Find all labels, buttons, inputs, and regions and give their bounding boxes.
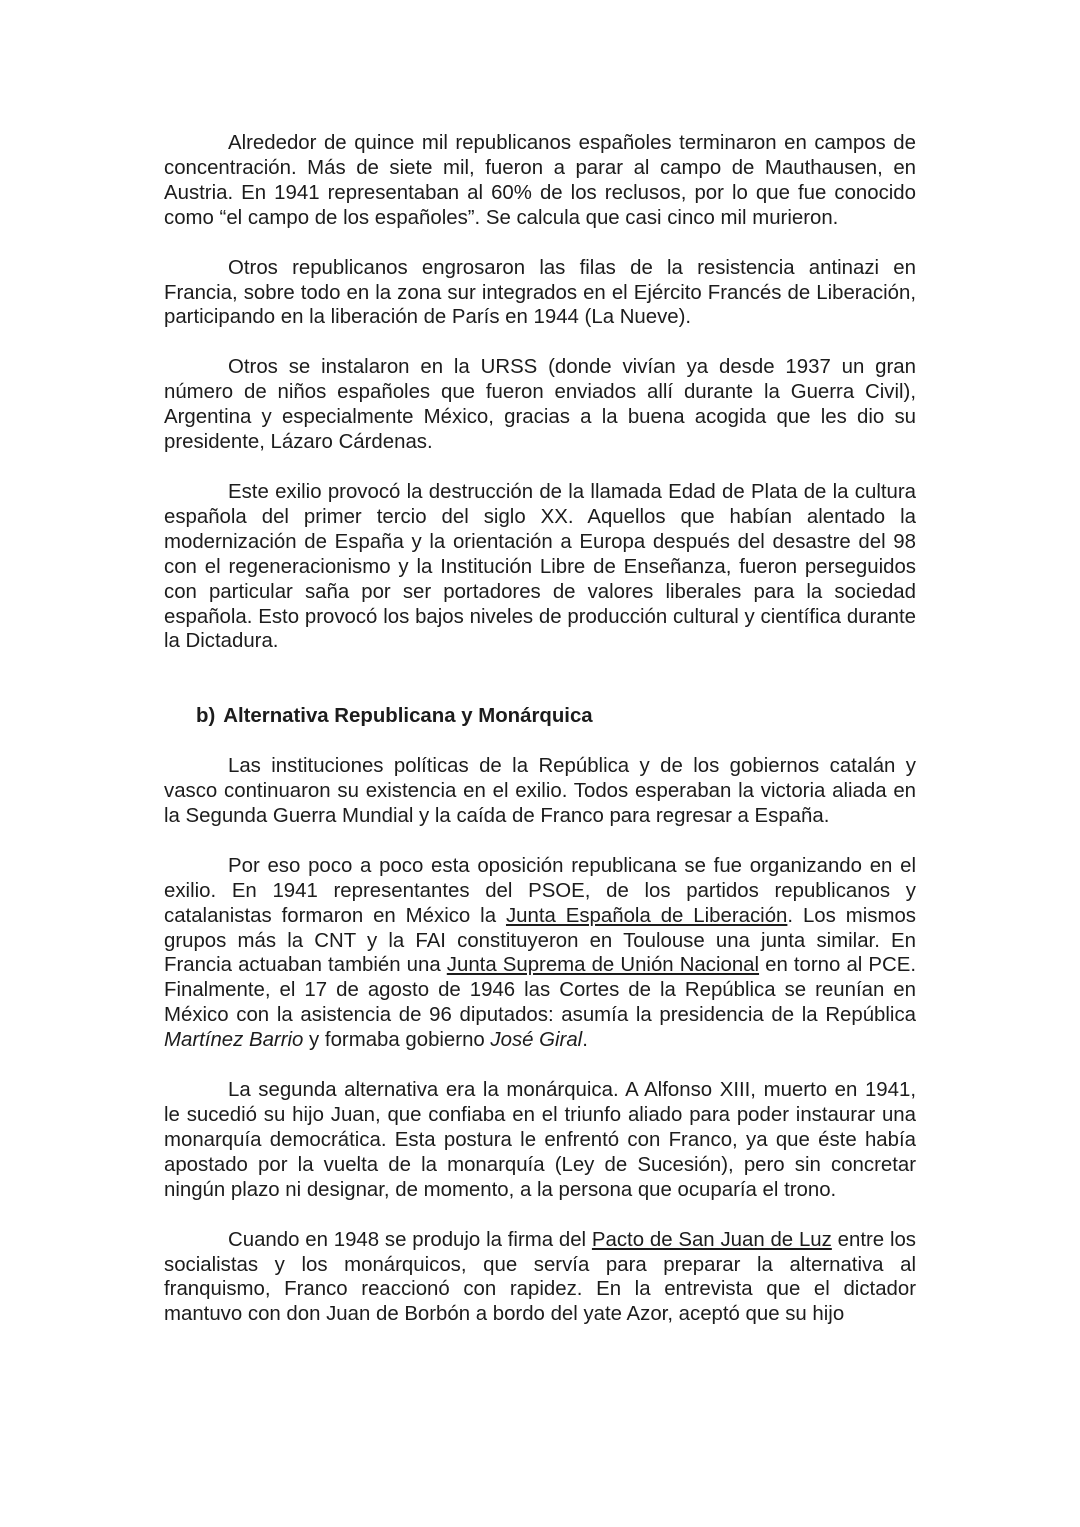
- paragraph-edad-de-plata: Este exilio provocó la destrucción de la llamada Edad de Plata de la cultura española del primer tercio del siglo XX. Aquellos que habían alentado la modernización de España y la orientación a Europa después del desastre del 98 con el regeneracionismo y la Institución Libre de Enseñanza, fueron perseguidos con particular saña por ser portadores de valores liberales para la sociedad española. Esto provocó los bajos niveles de producción cultural y científica durante la Dictadura.: [164, 480, 916, 653]
- section-heading: [164, 704, 916, 729]
- text-run: .: [582, 1029, 588, 1052]
- text-run: en torno al PCE. Finalmente, el 17 de agosto de 1946 las Cortes de la República se reunían en México con la asistencia de 96 diputados: asumía la presidencia de la República: [164, 954, 916, 1027]
- text-run: . Los mismos grupos más la CNT y la FAI constituyeron en Toulouse una junta similar. En Francia actuaban también una: [164, 904, 916, 977]
- paragraph-monarquica: La segunda alternativa era la monárquica. A Alfonso XIII, muerto en 1941, le sucedió su hijo Juan, que confiaba en el triunfo aliado para poder instaurar una monarquía democrática. Esta postura le enfrentó con Franco, ya que éste había apostado por la vuelta de la monarquía (Ley de Sucesión), pero sin concretar ningún plazo ni designar, de momento, a la persona que ocuparía el trono.: [164, 1079, 916, 1201]
- paragraph-urss-mexico: Otros se instalaron en la URSS (donde vivían ya desde 1937 un gran número de niños españoles que fueron enviados allí durante la Guerra Civil), Argentina y especialmente México, gracias a la buena acogida que les dio su presidente, Lázaro Cárdenas.: [164, 356, 916, 454]
- paragraph-mauthausen: Alrededor de quince mil republicanos españoles terminaron en campos de concentración. Más de siete mil, fueron a parar al campo de Mauthausen, en Austria. En 1941 representaban al 60% de los reclusos, por lo que fue conocido como “el campo de los españoles”. Se calcula que casi cinco mil murieron.: [164, 132, 916, 229]
- section-title: Alternativa Republicana y Monárquica: [223, 705, 593, 728]
- underlined-term-junta-suprema: Junta Suprema de Unión Nacional: [446, 954, 760, 977]
- text-run: y formaba gobierno: [303, 1029, 491, 1052]
- text-run: Cuando en 1948 se produjo la firma del: [228, 1228, 592, 1251]
- text-run: entre los socialistas y los monárquicos, que servía para preparar la alternativa al franquismo, Franco reaccionó con rapidez. En la entrevista que el dictador mantuvo con don Juan de Borbón a bordo del yate Azor, aceptó que su hijo: [164, 1228, 917, 1326]
- document-page: [164, 131, 916, 1327]
- italic-name-jose-giral: José Giral: [490, 1029, 583, 1052]
- section-marker: b): [196, 705, 216, 728]
- underlined-term-pacto: Pacto de San Juan de Luz: [591, 1228, 832, 1251]
- paragraph-instituciones: Las instituciones políticas de la República y de los gobiernos catalán y vasco continuaron su existencia en el exilio. Todos esperaban la victoria aliada en la Segunda Guerra Mundial y la caída de Franco para regresar a España.: [164, 755, 916, 827]
- paragraph-pacto-san-juan: [164, 1228, 916, 1328]
- underlined-term-junta-espanola: Junta Española de Liberación: [505, 904, 788, 927]
- paragraph-resistencia: Otros republicanos engrosaron las filas de la resistencia antinazi en Francia, sobre todo en la zona sur integrados en el Ejército Francés de Liberación, participando en la liberación de París en 1944 (La Nueve).: [164, 256, 916, 329]
- paragraph-oposicion-republicana: [164, 854, 916, 1053]
- italic-name-martinez-barrio: Martínez Barrio: [164, 1029, 304, 1052]
- text-run: Por eso poco a poco esta oposición republicana se fue organizando en el exilio. En 1941 representantes del PSOE, de los partidos republicanos y catalanistas formaron en México la: [164, 854, 916, 927]
